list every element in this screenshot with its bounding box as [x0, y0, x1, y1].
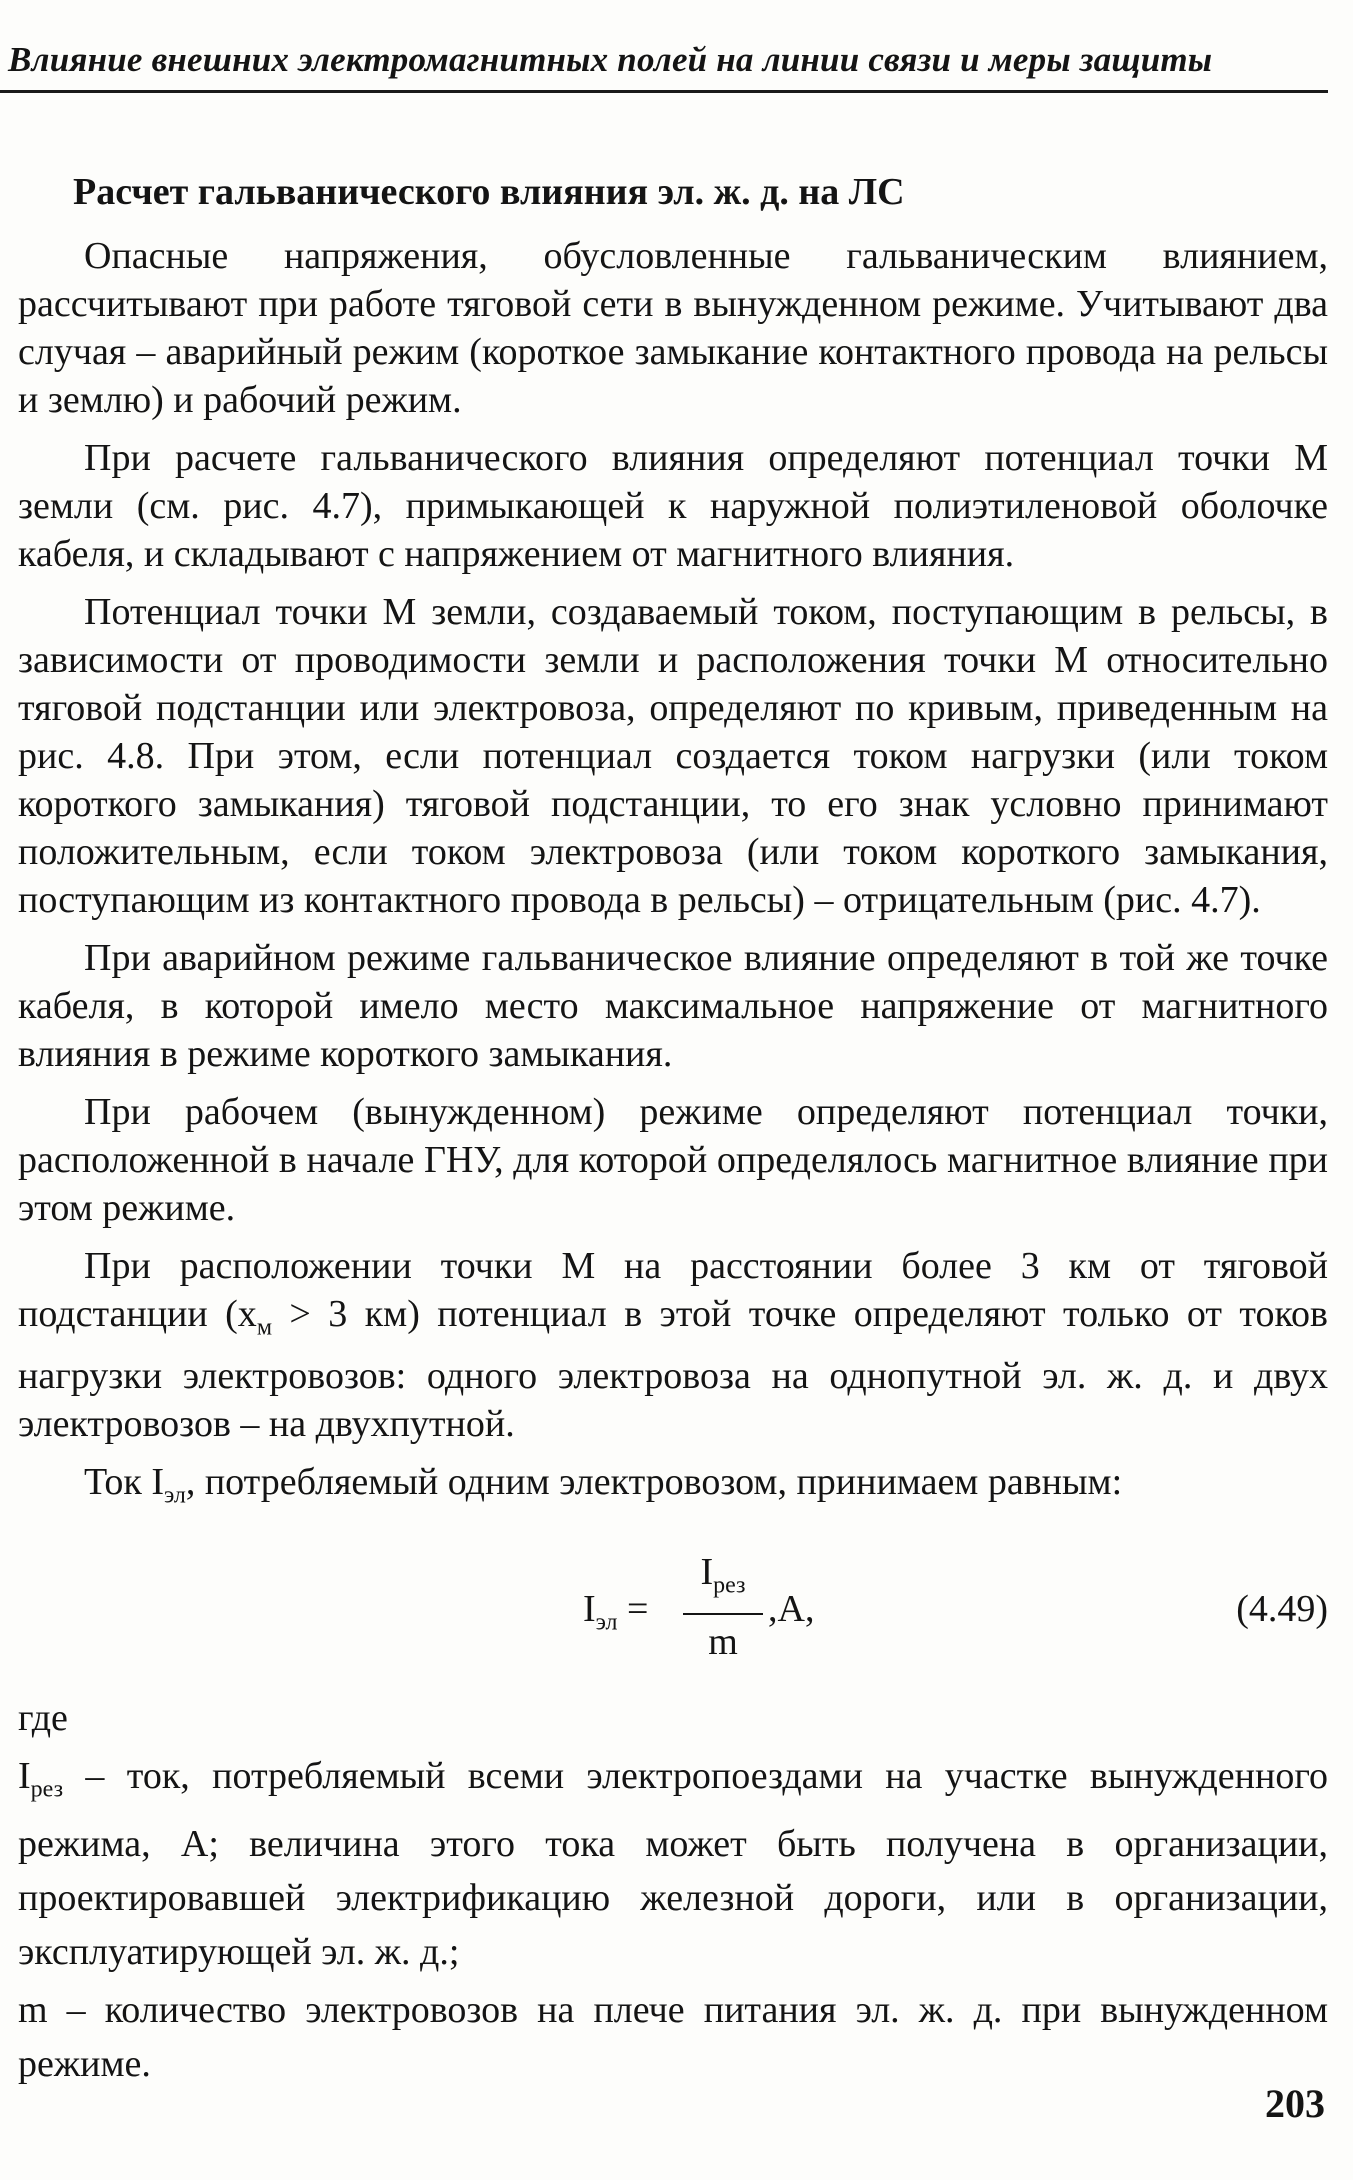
formula-numerator: [683, 1549, 763, 1609]
paragraph-current: [18, 1458, 1328, 1520]
paragraph-distance-text-a: При расположении точки М на расстоянии более 3 км от тяговой подстанции (x: [18, 1245, 1328, 1335]
paragraph-1: Опасные напряжения, обусловленные гальваническим влиянием, рассчитывают при работе тяговой сети в вынужденном режиме. Учитывают два случая – аварийный режим (короткое замыкание контактного провода на рельсы и землю) и рабочий режим.: [18, 235, 1328, 421]
page-number: 203: [1265, 2081, 1325, 2126]
definition-i-rez-sub: рез: [30, 1776, 64, 1803]
formula-unit: ,A,: [768, 1588, 815, 1631]
section-title: Расчет гальванического влияния эл. ж. д. на ЛС: [73, 171, 905, 213]
subscript-m: м: [256, 1314, 272, 1341]
formula-equals: =: [617, 1588, 649, 1631]
paragraph-current-text-b: , потребляемый одним электровозом, принимаем равным:: [185, 1460, 1123, 1503]
running-header: Влияние внешних электромагнитных полей на линии связи и меры защиты: [8, 40, 1213, 79]
paragraph-2: При расчете гальванического влияния определяют потенциал точки М земли (см. рис. 4.7), примыкающей к наружной полиэтиленовой оболочке кабеля, и складывают с напряжением от магнитного влияния.: [18, 437, 1328, 575]
definition-i-rez: [18, 1749, 1328, 1979]
definition-m: [18, 1983, 1328, 2091]
header-rule: [0, 90, 1328, 93]
formula-lhs: [583, 1587, 648, 1637]
definition-m-symbol: m: [18, 1988, 48, 2031]
paragraph-distance: [18, 1242, 1328, 1448]
paragraph-4: При аварийном режиме гальваническое влияние определяют в той же точке кабеля, в которой имело место максимальное напряжение от магнитного влияния в режиме короткого замыкания.: [18, 937, 1328, 1075]
paragraph-current-text-a: Ток I: [84, 1460, 164, 1503]
definition-i-rez-symbol: I: [18, 1755, 31, 1798]
paragraph-3: Потенциал точки М земли, создаваемый током, поступающим в рельсы, в зависимости от проводимости земли и расположения точки М относительно тяговой подстанции или электровоза, определяют по кривым, приведенным на рис. 4.8. При этом, если потенциал создается током нагрузки (или током короткого замыкания) тяговой подстанции, то его знак условно принимают положительным, если током электровоза (или током короткого замыкания, поступающим из контактного провода в рельсы) – отрицательным (рис. 4.7).: [18, 591, 1328, 921]
fraction-bar: [683, 1613, 763, 1615]
formula-4-49: [18, 1549, 1328, 1679]
where-label: где: [18, 1697, 68, 1740]
formula-fraction: [683, 1549, 763, 1665]
formula-lhs-symbol: I: [583, 1588, 596, 1631]
paragraph-5: При рабочем (вынужденном) режиме определяют потенциал точки, расположенной в начале ГНУ, для которой определялось магнитное влияние при этом режиме.: [18, 1091, 1328, 1229]
formula-lhs-sub: эл: [595, 1609, 618, 1636]
definition-m-text: – количество электровозов на плече питания эл. ж. д. при вынужденном режиме.: [18, 1988, 1328, 2085]
definition-i-rez-text: – ток, потребляемый всеми электропоездами на участке вынужденного режима, А; величина этого тока может быть получена в организации, проектировавшей электрификацию железной дороги, или в организации, эксплуатирующей эл. ж. д.;: [18, 1755, 1328, 1973]
equation-number: (4.49): [1236, 1588, 1328, 1631]
paragraph-distance-text-b: > 3 км) потенциал в этой точке определяют только от токов нагрузки электровозов: одного электровоза на однопутной эл. ж. д. и двух электровозов – на двухпутной.: [18, 1293, 1328, 1445]
formula-numerator-sub: рез: [713, 1572, 746, 1599]
subscript-el: эл: [163, 1482, 186, 1509]
formula-denominator: m: [708, 1620, 738, 1663]
formula-numerator-symbol: I: [700, 1551, 714, 1594]
page-content: [18, 168, 1328, 2095]
